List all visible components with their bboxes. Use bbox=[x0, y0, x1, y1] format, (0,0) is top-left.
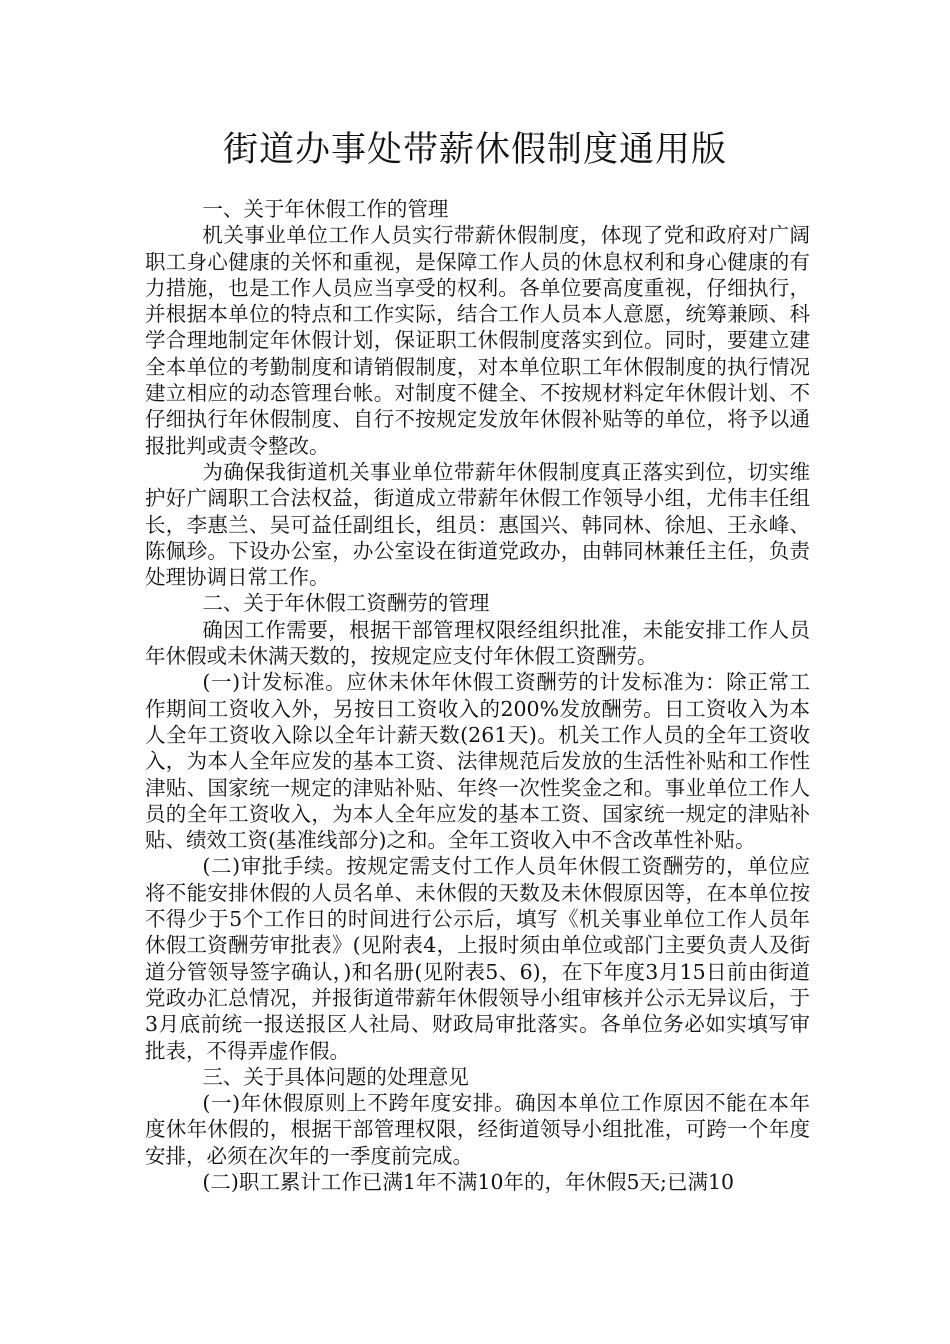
section-heading-2: 二、关于年休假工资酬劳的管理 bbox=[202, 591, 490, 616]
paragraph: (二)审批手续。按规定需支付工作人员年休假工资酬劳的，单位应将不能安排休假的人员名单、未休假的天数及未休假原因等，在本单位按不得少于5个工作日的时间进行公示后，填写《机关事业单位工作人员年休假工资酬劳审批表》(见附表4，上报时须由单位或部门主要负责人及街道分管领导签字确认，)和名册(见附表5、6)，在下年度3月15日前由街道党政办汇总情况，并报街道带薪年休假领导小组审核并公示无异议后，于3月底前统一报送报区人社局、财政局审批落实。各单位务必如实填写审批表，不得弄虚作假。 bbox=[145, 854, 810, 1063]
paragraph: (一)计发标准。应休未休年休假工资酬劳的计发标准为：除正常工作期间工资收入外，另按日工资收入的200%发放酬劳。日工资收入为本人全年工资收入除以全年计薪天数(261天)。机关工作人员的全年工资收入，为本人全年应发的基本工资、法律规范后发放的生活性补贴和工作性津贴、国家统一规定的津贴补贴、年终一次性奖金之和。事业单位工作人员的全年工资收入，为本人全年应发的基本工资、国家统一规定的津贴补贴、绩效工资(基准线部分)之和。全年工资收入中不含改革性补贴。 bbox=[145, 670, 810, 853]
section-heading-1: 一、关于年休假工作的管理 bbox=[202, 197, 449, 221]
paragraph: (二)职工累计工作已满1年不满10年的，年休假5天;已满10 bbox=[202, 1169, 735, 1194]
paragraph: 确因工作需要，根据干部管理权限经组织批准，未能安排工作人员年休假或未休满天数的，按规定应支付年休假工资酬劳。 bbox=[145, 617, 810, 669]
document-title: 街道办事处带薪休假制度通用版 bbox=[222, 130, 727, 170]
paragraph: 机关事业单位工作人员实行带薪休假制度，体现了党和政府对广阔职工身心健康的关怀和重视，是保障工作人员的休息权利和身心健康的有力措施，也是工作人员应当享受的权利。各单位要高度重视，仔细执行，并根据本单位的特点和工作实际，结合工作人员本人意愿，统筹兼顾、科学合理地制定年休假计划，保证职工休假制度落实到位。同时，要建立建全本单位的考勤制度和请销假制度，对本单位职工年休假制度的执行情况建立相应的动态管理台帐。对制度不健全、不按规材料定年休假计划、不仔细执行年休假制度、自行不按规定发放年休假补贴等的单位，将予以通报批判或责令整改。 bbox=[145, 223, 810, 458]
paragraph: (一)年休假原则上不跨年度安排。确因本单位工作原因不能在本年度休年休假的，根据干部管理权限，经街道领导小组批准，可跨一个年度安排，必须在次年的一季度前完成。 bbox=[145, 1091, 810, 1168]
paragraph: 为确保我街道机关事业单位带薪年休假制度真正落实到位，切实维护好广阔职工合法权益，街道成立带薪年休假工作领导小组，尤伟丰任组长，李惠兰、吴可益任副组长，组员：惠国兴、韩同林、徐旭、王永峰、陈佩珍。下设办公室，办公室设在街道党政办，由韩同林兼任主任，负责处理协调日常工作。 bbox=[145, 459, 810, 590]
section-heading-3: 三、关于具体问题的处理意见 bbox=[202, 1064, 469, 1089]
document-body bbox=[145, 196, 810, 1195]
